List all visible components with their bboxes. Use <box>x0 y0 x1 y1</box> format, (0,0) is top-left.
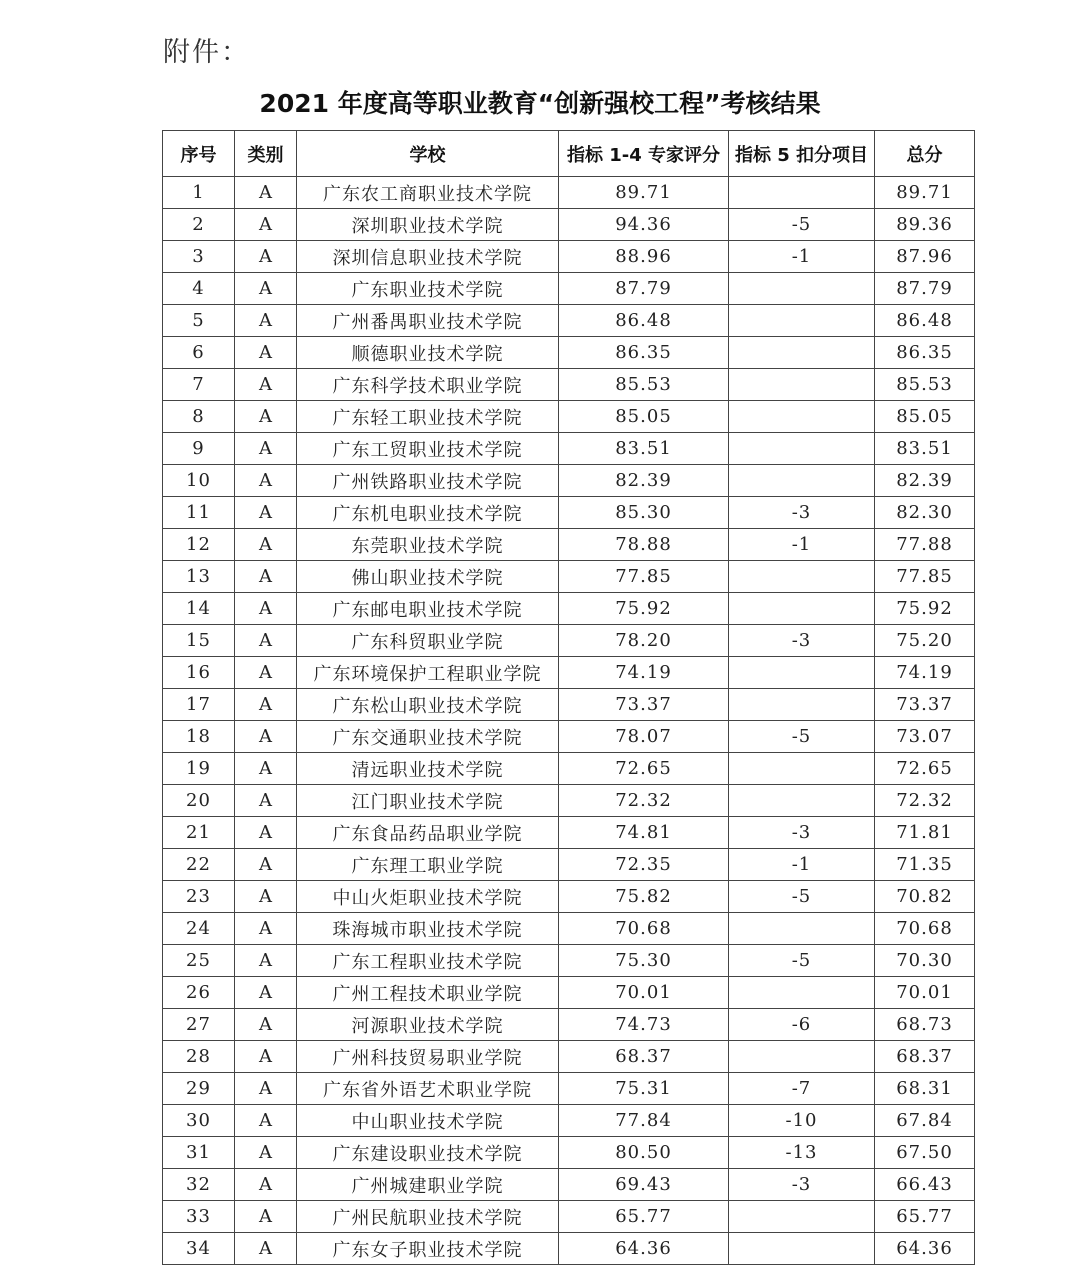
cell-category: A <box>235 1073 297 1105</box>
cell-seq: 32 <box>163 1169 235 1201</box>
cell-school: 广东理工职业学院 <box>297 849 559 881</box>
cell-school: 广州城建职业学院 <box>297 1169 559 1201</box>
cell-deduction: -3 <box>729 497 875 529</box>
header-seq: 序号 <box>163 131 235 177</box>
cell-deduction <box>729 433 875 465</box>
cell-seq: 7 <box>163 369 235 401</box>
cell-category: A <box>235 913 297 945</box>
table-row <box>163 209 975 241</box>
cell-seq: 14 <box>163 593 235 625</box>
cell-total: 67.50 <box>875 1137 975 1169</box>
cell-seq: 10 <box>163 465 235 497</box>
cell-school: 广东松山职业技术学院 <box>297 689 559 721</box>
cell-seq: 1 <box>163 177 235 209</box>
cell-category: A <box>235 1137 297 1169</box>
table-row <box>163 1041 975 1073</box>
cell-total: 71.35 <box>875 849 975 881</box>
table-row <box>163 593 975 625</box>
cell-expert-score: 74.81 <box>559 817 729 849</box>
cell-total: 75.92 <box>875 593 975 625</box>
cell-total: 86.48 <box>875 305 975 337</box>
cell-seq: 20 <box>163 785 235 817</box>
cell-expert-score: 73.37 <box>559 689 729 721</box>
cell-seq: 5 <box>163 305 235 337</box>
cell-seq: 34 <box>163 1233 235 1265</box>
cell-total: 71.81 <box>875 817 975 849</box>
table-row <box>163 1137 975 1169</box>
cell-deduction: -5 <box>729 945 875 977</box>
cell-seq: 17 <box>163 689 235 721</box>
cell-school: 广州工程技术职业学院 <box>297 977 559 1009</box>
cell-total: 70.30 <box>875 945 975 977</box>
cell-expert-score: 83.51 <box>559 433 729 465</box>
cell-total: 72.65 <box>875 753 975 785</box>
cell-category: A <box>235 785 297 817</box>
cell-category: A <box>235 369 297 401</box>
cell-expert-score: 77.84 <box>559 1105 729 1137</box>
cell-deduction: -3 <box>729 1169 875 1201</box>
table-row <box>163 273 975 305</box>
table-row <box>163 625 975 657</box>
cell-total: 87.79 <box>875 273 975 305</box>
cell-total: 67.84 <box>875 1105 975 1137</box>
cell-deduction <box>729 177 875 209</box>
cell-school: 东莞职业技术学院 <box>297 529 559 561</box>
cell-expert-score: 78.20 <box>559 625 729 657</box>
cell-expert-score: 82.39 <box>559 465 729 497</box>
cell-seq: 6 <box>163 337 235 369</box>
cell-school: 广东轻工职业技术学院 <box>297 401 559 433</box>
cell-total: 66.43 <box>875 1169 975 1201</box>
cell-total: 77.88 <box>875 529 975 561</box>
cell-expert-score: 72.65 <box>559 753 729 785</box>
table-row <box>163 401 975 433</box>
cell-seq: 30 <box>163 1105 235 1137</box>
header-category: 类别 <box>235 131 297 177</box>
cell-seq: 11 <box>163 497 235 529</box>
cell-total: 85.05 <box>875 401 975 433</box>
table-row <box>163 433 975 465</box>
cell-category: A <box>235 977 297 1009</box>
cell-deduction <box>729 593 875 625</box>
cell-seq: 2 <box>163 209 235 241</box>
cell-school: 顺德职业技术学院 <box>297 337 559 369</box>
cell-deduction: -10 <box>729 1105 875 1137</box>
table-row <box>163 945 975 977</box>
cell-school: 广东邮电职业技术学院 <box>297 593 559 625</box>
cell-category: A <box>235 1201 297 1233</box>
cell-expert-score: 68.37 <box>559 1041 729 1073</box>
cell-total: 82.30 <box>875 497 975 529</box>
cell-category: A <box>235 593 297 625</box>
cell-category: A <box>235 529 297 561</box>
cell-deduction: -1 <box>729 241 875 273</box>
cell-deduction: -5 <box>729 881 875 913</box>
cell-seq: 22 <box>163 849 235 881</box>
table-body <box>163 177 975 1265</box>
cell-category: A <box>235 689 297 721</box>
header-deduction: 指标 5 扣分项目 <box>729 131 875 177</box>
cell-total: 73.37 <box>875 689 975 721</box>
cell-deduction <box>729 273 875 305</box>
cell-category: A <box>235 465 297 497</box>
cell-total: 70.01 <box>875 977 975 1009</box>
cell-expert-score: 72.35 <box>559 849 729 881</box>
table-row <box>163 721 975 753</box>
table-row <box>163 369 975 401</box>
cell-seq: 16 <box>163 657 235 689</box>
cell-expert-score: 72.32 <box>559 785 729 817</box>
cell-category: A <box>235 561 297 593</box>
table-row <box>163 1009 975 1041</box>
cell-school: 广东省外语艺术职业学院 <box>297 1073 559 1105</box>
cell-expert-score: 64.36 <box>559 1233 729 1265</box>
cell-category: A <box>235 881 297 913</box>
cell-total: 73.07 <box>875 721 975 753</box>
table-row <box>163 305 975 337</box>
cell-seq: 8 <box>163 401 235 433</box>
cell-category: A <box>235 177 297 209</box>
header-school: 学校 <box>297 131 559 177</box>
cell-seq: 13 <box>163 561 235 593</box>
header-total: 总分 <box>875 131 975 177</box>
cell-seq: 4 <box>163 273 235 305</box>
cell-total: 82.39 <box>875 465 975 497</box>
cell-seq: 26 <box>163 977 235 1009</box>
cell-deduction <box>729 1201 875 1233</box>
cell-category: A <box>235 817 297 849</box>
cell-deduction <box>729 913 875 945</box>
cell-category: A <box>235 1041 297 1073</box>
cell-total: 87.96 <box>875 241 975 273</box>
cell-category: A <box>235 433 297 465</box>
cell-seq: 27 <box>163 1009 235 1041</box>
table-row <box>163 561 975 593</box>
cell-seq: 19 <box>163 753 235 785</box>
cell-school: 广东交通职业技术学院 <box>297 721 559 753</box>
cell-school: 河源职业技术学院 <box>297 1009 559 1041</box>
cell-school: 江门职业技术学院 <box>297 785 559 817</box>
table-row <box>163 497 975 529</box>
cell-total: 72.32 <box>875 785 975 817</box>
cell-total: 70.82 <box>875 881 975 913</box>
cell-deduction <box>729 369 875 401</box>
cell-deduction <box>729 1233 875 1265</box>
cell-school: 广东环境保护工程职业学院 <box>297 657 559 689</box>
cell-total: 86.35 <box>875 337 975 369</box>
cell-category: A <box>235 209 297 241</box>
cell-category: A <box>235 657 297 689</box>
cell-deduction: -1 <box>729 849 875 881</box>
document-title: 2021 年度高等职业教育“创新强校工程”考核结果 <box>259 89 821 118</box>
table-row <box>163 1073 975 1105</box>
cell-category: A <box>235 273 297 305</box>
table-row <box>163 657 975 689</box>
cell-deduction: -5 <box>729 209 875 241</box>
cell-seq: 18 <box>163 721 235 753</box>
cell-total: 75.20 <box>875 625 975 657</box>
cell-expert-score: 94.36 <box>559 209 729 241</box>
cell-expert-score: 74.73 <box>559 1009 729 1041</box>
cell-seq: 15 <box>163 625 235 657</box>
cell-seq: 9 <box>163 433 235 465</box>
cell-school: 中山火炬职业技术学院 <box>297 881 559 913</box>
cell-expert-score: 78.07 <box>559 721 729 753</box>
cell-total: 68.31 <box>875 1073 975 1105</box>
cell-expert-score: 75.30 <box>559 945 729 977</box>
cell-deduction: -1 <box>729 529 875 561</box>
cell-seq: 29 <box>163 1073 235 1105</box>
cell-category: A <box>235 945 297 977</box>
cell-deduction <box>729 401 875 433</box>
cell-school: 广东女子职业技术学院 <box>297 1233 559 1265</box>
cell-deduction: -6 <box>729 1009 875 1041</box>
cell-school: 广东工程职业技术学院 <box>297 945 559 977</box>
cell-school: 深圳职业技术学院 <box>297 209 559 241</box>
cell-deduction <box>729 753 875 785</box>
cell-deduction <box>729 1041 875 1073</box>
cell-school: 深圳信息职业技术学院 <box>297 241 559 273</box>
table-row <box>163 465 975 497</box>
cell-expert-score: 87.79 <box>559 273 729 305</box>
cell-school: 清远职业技术学院 <box>297 753 559 785</box>
cell-expert-score: 85.53 <box>559 369 729 401</box>
cell-category: A <box>235 1105 297 1137</box>
cell-expert-score: 75.31 <box>559 1073 729 1105</box>
cell-expert-score: 78.88 <box>559 529 729 561</box>
cell-total: 68.37 <box>875 1041 975 1073</box>
table-row <box>163 849 975 881</box>
cell-school: 广州民航职业技术学院 <box>297 1201 559 1233</box>
table-row <box>163 1233 975 1265</box>
cell-total: 89.36 <box>875 209 975 241</box>
cell-category: A <box>235 753 297 785</box>
cell-category: A <box>235 625 297 657</box>
cell-expert-score: 85.05 <box>559 401 729 433</box>
cell-expert-score: 80.50 <box>559 1137 729 1169</box>
header-row <box>163 131 975 177</box>
cell-expert-score: 85.30 <box>559 497 729 529</box>
cell-total: 70.68 <box>875 913 975 945</box>
cell-deduction <box>729 689 875 721</box>
cell-expert-score: 65.77 <box>559 1201 729 1233</box>
cell-seq: 12 <box>163 529 235 561</box>
cell-category: A <box>235 241 297 273</box>
cell-category: A <box>235 401 297 433</box>
cell-deduction: -5 <box>729 721 875 753</box>
cell-deduction: -13 <box>729 1137 875 1169</box>
cell-total: 85.53 <box>875 369 975 401</box>
table-row <box>163 881 975 913</box>
cell-total: 64.36 <box>875 1233 975 1265</box>
table-row <box>163 1105 975 1137</box>
cell-expert-score: 88.96 <box>559 241 729 273</box>
cell-category: A <box>235 305 297 337</box>
cell-deduction <box>729 305 875 337</box>
cell-deduction <box>729 465 875 497</box>
cell-expert-score: 74.19 <box>559 657 729 689</box>
cell-school: 珠海城市职业技术学院 <box>297 913 559 945</box>
cell-deduction <box>729 561 875 593</box>
cell-category: A <box>235 337 297 369</box>
cell-category: A <box>235 497 297 529</box>
cell-total: 74.19 <box>875 657 975 689</box>
cell-seq: 31 <box>163 1137 235 1169</box>
header-expert-score: 指标 1-4 专家评分 <box>559 131 729 177</box>
cell-seq: 25 <box>163 945 235 977</box>
cell-school: 广州科技贸易职业学院 <box>297 1041 559 1073</box>
cell-total: 77.85 <box>875 561 975 593</box>
table-row <box>163 1169 975 1201</box>
cell-deduction <box>729 977 875 1009</box>
cell-expert-score: 69.43 <box>559 1169 729 1201</box>
cell-school: 广东机电职业技术学院 <box>297 497 559 529</box>
cell-expert-score: 75.82 <box>559 881 729 913</box>
table-row <box>163 241 975 273</box>
table-row <box>163 817 975 849</box>
cell-school: 广州铁路职业技术学院 <box>297 465 559 497</box>
cell-school: 广东工贸职业技术学院 <box>297 433 559 465</box>
cell-total: 68.73 <box>875 1009 975 1041</box>
cell-school: 广东建设职业技术学院 <box>297 1137 559 1169</box>
cell-expert-score: 77.85 <box>559 561 729 593</box>
cell-category: A <box>235 1169 297 1201</box>
table-row <box>163 689 975 721</box>
cell-expert-score: 86.48 <box>559 305 729 337</box>
cell-expert-score: 70.68 <box>559 913 729 945</box>
cell-deduction: -3 <box>729 625 875 657</box>
cell-category: A <box>235 721 297 753</box>
table-row <box>163 913 975 945</box>
cell-seq: 3 <box>163 241 235 273</box>
cell-school: 中山职业技术学院 <box>297 1105 559 1137</box>
table-row <box>163 337 975 369</box>
cell-school: 广东职业技术学院 <box>297 273 559 305</box>
table-row <box>163 977 975 1009</box>
cell-school: 广东科贸职业学院 <box>297 625 559 657</box>
cell-seq: 33 <box>163 1201 235 1233</box>
cell-category: A <box>235 1009 297 1041</box>
cell-school: 广东食品药品职业学院 <box>297 817 559 849</box>
cell-school: 广东农工商职业技术学院 <box>297 177 559 209</box>
table-row <box>163 529 975 561</box>
cell-seq: 21 <box>163 817 235 849</box>
cell-deduction <box>729 337 875 369</box>
cell-seq: 24 <box>163 913 235 945</box>
cell-total: 65.77 <box>875 1201 975 1233</box>
cell-deduction <box>729 785 875 817</box>
results-table <box>162 130 975 1265</box>
cell-school: 佛山职业技术学院 <box>297 561 559 593</box>
table-header <box>163 131 975 177</box>
cell-school: 广东科学技术职业学院 <box>297 369 559 401</box>
cell-total: 83.51 <box>875 433 975 465</box>
cell-deduction <box>729 657 875 689</box>
cell-category: A <box>235 849 297 881</box>
cell-expert-score: 86.35 <box>559 337 729 369</box>
attachment-label: 附件： <box>163 37 250 68</box>
table-row <box>163 753 975 785</box>
cell-total: 89.71 <box>875 177 975 209</box>
cell-seq: 23 <box>163 881 235 913</box>
cell-expert-score: 75.92 <box>559 593 729 625</box>
cell-expert-score: 70.01 <box>559 977 729 1009</box>
cell-school: 广州番禺职业技术学院 <box>297 305 559 337</box>
cell-expert-score: 89.71 <box>559 177 729 209</box>
table-row <box>163 1201 975 1233</box>
table-row <box>163 785 975 817</box>
cell-category: A <box>235 1233 297 1265</box>
cell-deduction: -7 <box>729 1073 875 1105</box>
cell-deduction: -3 <box>729 817 875 849</box>
cell-seq: 28 <box>163 1041 235 1073</box>
table-row <box>163 177 975 209</box>
